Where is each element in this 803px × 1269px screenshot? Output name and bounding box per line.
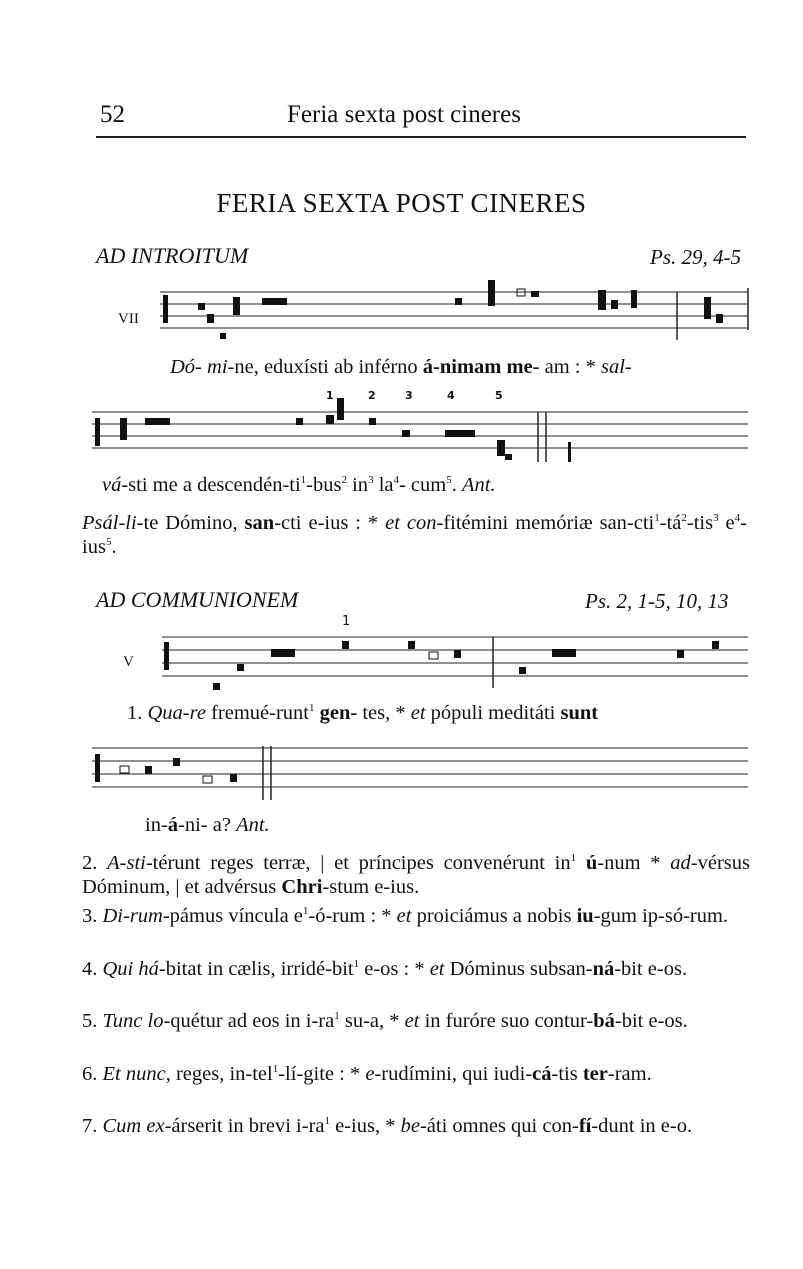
verse-text: 5. bbox=[82, 1010, 103, 1032]
lyric-syllable: la bbox=[373, 474, 394, 496]
communion-staff-2 bbox=[92, 746, 748, 800]
introit-heading: AD INTROITUM bbox=[96, 243, 249, 268]
verse-text: 2 bbox=[681, 512, 687, 525]
introit-lyric-line-1 bbox=[170, 356, 632, 379]
verse-text: Et nunc bbox=[102, 1063, 166, 1085]
verse-text: cá bbox=[532, 1063, 552, 1085]
feast-title: FERIA SEXTA POST CINERES bbox=[216, 188, 587, 218]
lyric-syllable: mi bbox=[207, 356, 228, 378]
lyric-syllable: Ant. bbox=[236, 814, 270, 836]
verse-text: proiciámus a nobis bbox=[411, 905, 577, 927]
lyric-syllable: Ant. bbox=[461, 474, 496, 496]
verse-text: et con bbox=[385, 512, 437, 534]
verse-text: ter bbox=[582, 1063, 608, 1085]
lyric-syllable: in- bbox=[145, 814, 168, 836]
verse-text: in furóre suo contur- bbox=[419, 1010, 594, 1032]
communion-heading: AD COMMUNIONEM bbox=[96, 587, 299, 612]
verse-text: -rudímini, qui iudi- bbox=[374, 1063, 533, 1085]
communion-verse-3 bbox=[82, 904, 750, 928]
communion-lyric-line-1 bbox=[127, 702, 598, 725]
verse-text: -ó-rum : * bbox=[308, 905, 397, 927]
lyric-syllable: 4 bbox=[393, 474, 399, 487]
lyric-syllable: 1 bbox=[308, 702, 315, 715]
lyric-syllable: á-nimam me- bbox=[422, 356, 540, 378]
lyric-syllable: 3 bbox=[368, 474, 374, 487]
verse-text: -pámus víncula e bbox=[162, 905, 303, 927]
lyric-syllable: -ni- a? bbox=[178, 814, 237, 836]
verse-text: -dunt in e-o. bbox=[591, 1115, 693, 1137]
verse-text: 4 bbox=[734, 512, 741, 525]
verse-text: 1 bbox=[353, 958, 360, 971]
verse-text: ad bbox=[670, 852, 691, 874]
verse-text: -áti omnes qui con- bbox=[419, 1115, 579, 1137]
lyric-syllable: sunt bbox=[560, 702, 599, 724]
verse-text: , reges, in-tel bbox=[165, 1063, 273, 1085]
verse-text: e bbox=[718, 512, 735, 534]
verse-text: 6. bbox=[82, 1063, 103, 1085]
verse-text: -quétur ad eos in i-ra bbox=[163, 1010, 335, 1032]
verse-text: -stum e-ius. bbox=[322, 876, 420, 898]
verse-text: -vérsus Dóminum, | et advérsus bbox=[82, 852, 751, 898]
communion-verse-4 bbox=[82, 957, 750, 981]
communion-psalm-ref: Ps. 2, 1-5, 10, 13 bbox=[585, 589, 729, 613]
verse-text: ná bbox=[592, 958, 615, 980]
communion-mode: V bbox=[123, 654, 134, 670]
introit-note-number-2: 2 bbox=[368, 389, 376, 402]
introit-psalm-verse bbox=[82, 511, 747, 559]
verse-text: Psál-li bbox=[82, 512, 137, 534]
page-number: 52 bbox=[100, 101, 125, 128]
verse-text: et bbox=[404, 1010, 420, 1032]
introit-neumes-2 bbox=[95, 398, 571, 462]
lyric-syllable: pópuli meditáti bbox=[425, 702, 561, 724]
verse-text: 3. bbox=[82, 905, 103, 927]
verse-text: Dóminus subsan- bbox=[444, 958, 593, 980]
verse-text: -tis bbox=[686, 512, 714, 534]
verse-text: 4. bbox=[82, 958, 103, 980]
verse-text: -lí-gite : * bbox=[278, 1063, 366, 1085]
verse-text: -fitémini memóriæ san-cti bbox=[436, 512, 655, 534]
introit-note-number-4: 4 bbox=[447, 389, 455, 402]
verse-text: san bbox=[244, 512, 275, 534]
communion-verse-2 bbox=[82, 851, 750, 899]
verse-text: su-a, * bbox=[339, 1010, 405, 1032]
lyric-syllable: . bbox=[451, 474, 462, 496]
introit-lyric-line-2 bbox=[102, 474, 496, 497]
verse-text: e bbox=[365, 1063, 375, 1085]
lyric-syllable: et bbox=[410, 702, 426, 724]
verse-text: iu bbox=[576, 905, 594, 927]
introit-staff-1 bbox=[160, 288, 748, 340]
verse-text: A-sti bbox=[107, 852, 146, 874]
verse-text: 5 bbox=[105, 536, 112, 549]
verse-text: 1 bbox=[334, 1010, 340, 1023]
lyric-syllable: am : * bbox=[539, 356, 601, 378]
communion-verse-7 bbox=[82, 1114, 750, 1138]
verse-text: -térunt reges terræ, | et príncipes convenérunt in bbox=[145, 852, 571, 874]
verse-text bbox=[576, 852, 586, 874]
verse-text: 1 bbox=[272, 1063, 279, 1076]
verse-text: fí bbox=[578, 1115, 592, 1137]
lyric-syllable: á bbox=[167, 814, 179, 836]
verse-text: et bbox=[396, 905, 412, 927]
verse-text: Tunc lo bbox=[102, 1010, 164, 1032]
verse-text: e-ius, * bbox=[330, 1115, 401, 1137]
verse-text: et bbox=[429, 958, 445, 980]
lyric-syllable: 5 bbox=[446, 474, 452, 487]
communion-note-number: 1 bbox=[342, 614, 351, 629]
verse-text: -gum ip-só-rum. bbox=[593, 905, 729, 927]
communion-neumes-2 bbox=[95, 754, 237, 783]
verse-text: -num * bbox=[597, 852, 671, 874]
lyric-syllable: gen- bbox=[319, 702, 358, 724]
lyric-syllable: -sti me a descendén-ti bbox=[121, 474, 301, 496]
introit-mode: VII bbox=[118, 311, 139, 327]
lyric-syllable: fremué-runt bbox=[205, 702, 309, 724]
verse-text: be bbox=[400, 1115, 420, 1137]
verse-text: 1 bbox=[302, 905, 309, 918]
lyric-syllable: -ne, eduxísti ab inférno bbox=[227, 356, 423, 378]
verse-text: 1 bbox=[570, 852, 577, 865]
verse-text: 7. bbox=[82, 1115, 103, 1137]
verse-text: bá bbox=[593, 1010, 615, 1032]
lyric-syllable: -bus bbox=[306, 474, 342, 496]
introit-staff-2 bbox=[92, 412, 748, 462]
verse-text: -cti e-ius : * bbox=[274, 512, 386, 534]
verse-text: 1 bbox=[324, 1115, 330, 1128]
lyric-syllable: 2 bbox=[341, 474, 347, 487]
verse-text: 1 bbox=[654, 512, 660, 525]
verse-text: -bit e-os. bbox=[614, 958, 688, 980]
verse-text: Qui há bbox=[102, 958, 159, 980]
communion-staff-1 bbox=[162, 637, 748, 688]
lyric-syllable: - cum bbox=[398, 474, 447, 496]
verse-text: -ius bbox=[82, 512, 747, 558]
lyric-syllable: Qua-re bbox=[147, 702, 206, 724]
introit-note-number-1: 1 bbox=[326, 389, 334, 402]
verse-text: -te Dómino, bbox=[136, 512, 245, 534]
lyric-syllable: 1 bbox=[300, 474, 307, 487]
verse-text: Cum ex bbox=[102, 1115, 165, 1137]
verse-text: -bitat in cælis, irridé-bit bbox=[158, 958, 354, 980]
introit-neumes-1 bbox=[163, 280, 723, 339]
verse-text: 2. bbox=[82, 852, 108, 874]
lyric-syllable: 1. bbox=[127, 702, 148, 724]
communion-neumes-1 bbox=[164, 641, 719, 690]
verse-text: e-os : * bbox=[359, 958, 430, 980]
verse-text: Chri bbox=[281, 876, 323, 898]
verse-text: ú bbox=[585, 852, 598, 874]
verse-text: -ram. bbox=[607, 1063, 652, 1085]
verse-text: -árserit in brevi i-ra bbox=[164, 1115, 325, 1137]
lyric-syllable: in bbox=[346, 474, 369, 496]
introit-note-number-3: 3 bbox=[405, 389, 413, 402]
verse-text: 3 bbox=[713, 512, 719, 525]
verse-text: . bbox=[111, 536, 117, 558]
lyric-syllable: tes, * bbox=[357, 702, 411, 724]
communion-verse-5 bbox=[82, 1009, 750, 1033]
running-head-title: Feria sexta post cineres bbox=[287, 101, 521, 128]
verse-text: Di-rum bbox=[102, 905, 163, 927]
lyric-syllable: vá bbox=[102, 474, 122, 496]
communion-lyric-line-2 bbox=[145, 814, 270, 837]
lyric-syllable: sal- bbox=[601, 356, 632, 378]
communion-verse-6 bbox=[82, 1062, 750, 1086]
introit-note-number-5: 5 bbox=[495, 389, 503, 402]
verse-text: -bit e-os. bbox=[614, 1010, 688, 1032]
verse-text: -tá bbox=[659, 512, 682, 534]
lyric-syllable: Dó- bbox=[170, 356, 208, 378]
verse-text: -tis bbox=[551, 1063, 583, 1085]
introit-psalm-ref: Ps. 29, 4-5 bbox=[650, 245, 741, 269]
